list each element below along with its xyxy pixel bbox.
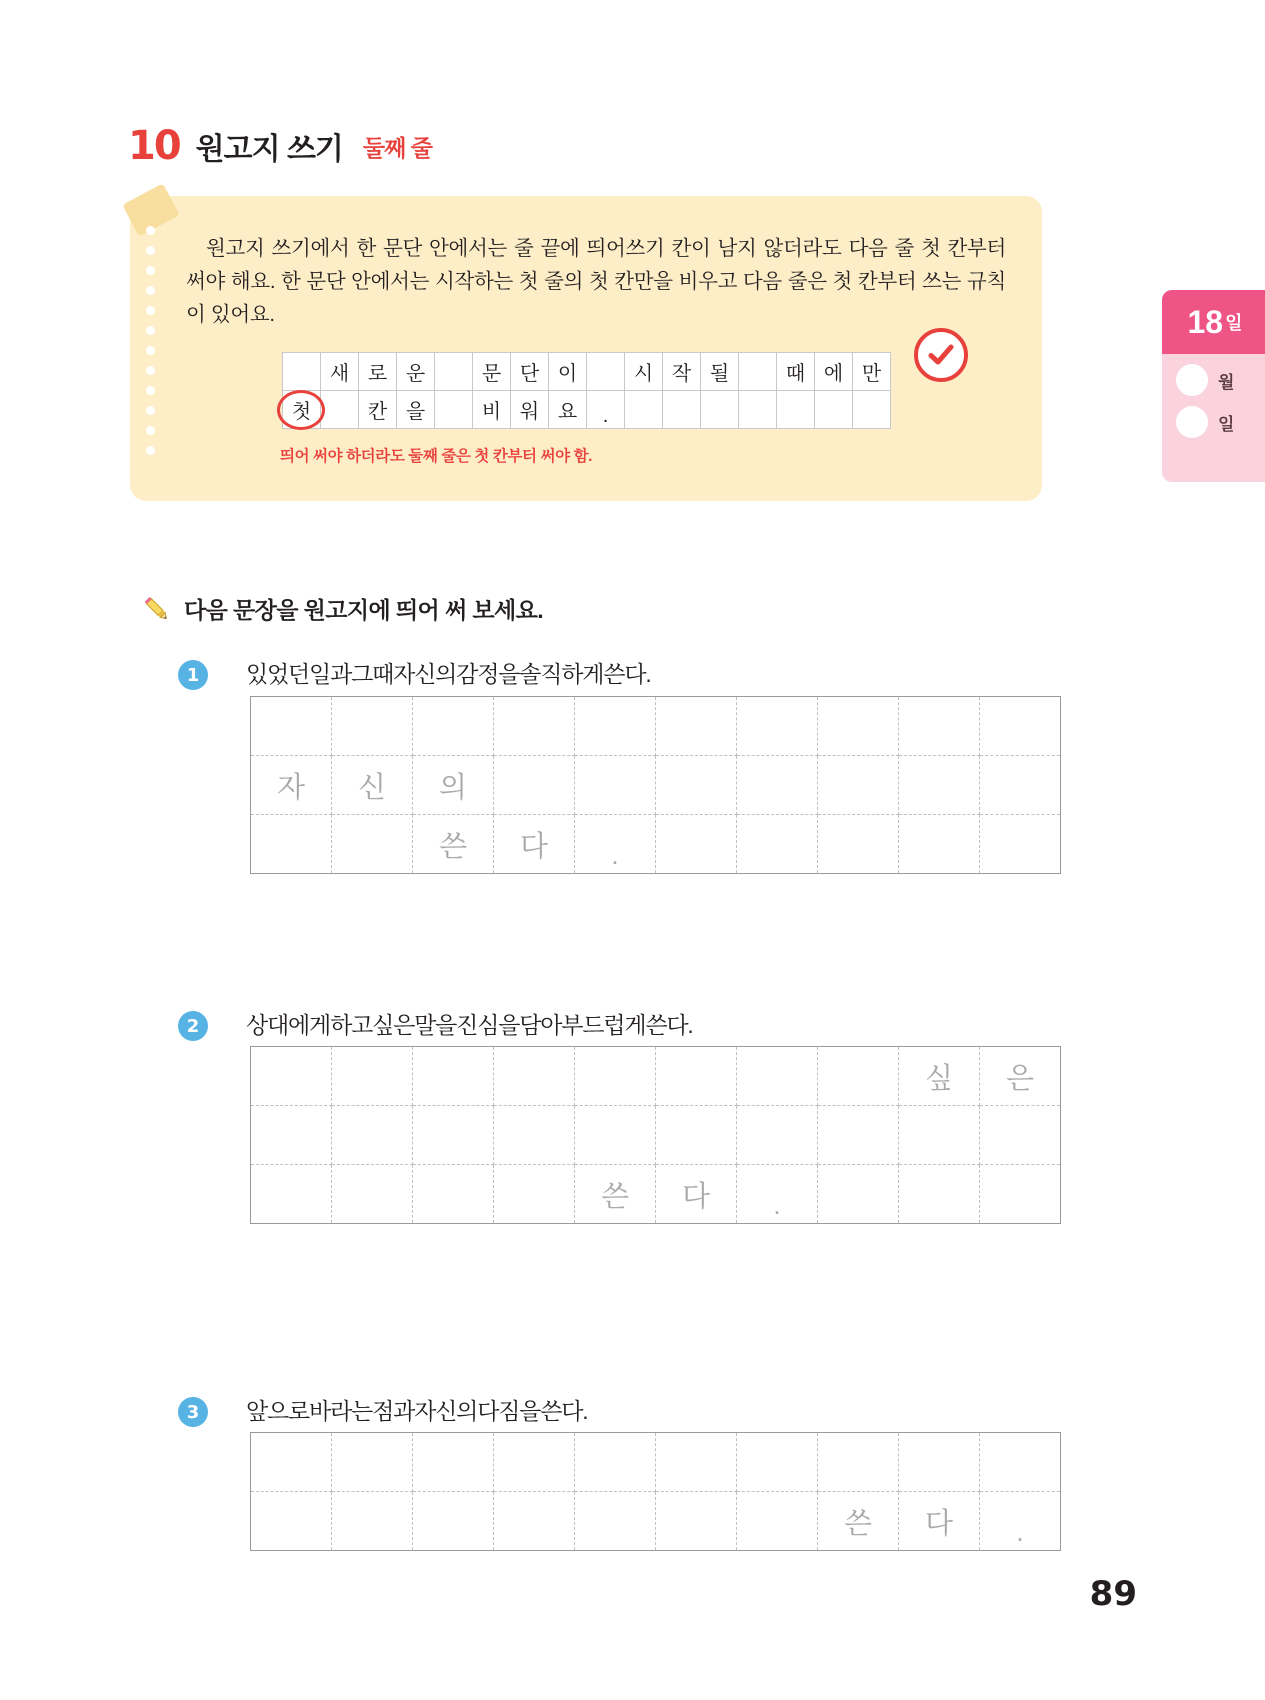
answer-cell[interactable] bbox=[818, 756, 899, 815]
answer-cell[interactable] bbox=[332, 1433, 413, 1492]
answer-cell[interactable] bbox=[980, 756, 1061, 815]
answer-grid-3[interactable] bbox=[250, 1432, 1061, 1551]
example-cell: 때 bbox=[777, 353, 815, 391]
dotted-line-decoration bbox=[146, 226, 156, 466]
example-cell bbox=[777, 391, 815, 429]
answer-cell[interactable]: 자 bbox=[251, 756, 332, 815]
example-cell: 될 bbox=[701, 353, 739, 391]
answer-cell[interactable] bbox=[656, 1106, 737, 1165]
answer-cell[interactable] bbox=[494, 756, 575, 815]
table-row[interactable] bbox=[251, 756, 1061, 815]
answer-cell[interactable] bbox=[494, 1106, 575, 1165]
example-cell: 에 bbox=[815, 353, 853, 391]
answer-cell[interactable] bbox=[575, 697, 656, 756]
day-tab-header bbox=[1162, 290, 1265, 354]
answer-cell[interactable] bbox=[737, 1106, 818, 1165]
example-cell bbox=[321, 391, 359, 429]
answer-cell[interactable] bbox=[737, 815, 818, 874]
answer-cell[interactable] bbox=[818, 1433, 899, 1492]
example-cell: 첫 bbox=[283, 391, 321, 429]
answer-cell[interactable] bbox=[494, 1492, 575, 1551]
example-grid-row bbox=[283, 391, 891, 429]
answer-cell[interactable] bbox=[818, 1106, 899, 1165]
answer-cell[interactable] bbox=[899, 756, 980, 815]
answer-cell[interactable] bbox=[737, 1047, 818, 1106]
answer-cell[interactable] bbox=[656, 1433, 737, 1492]
example-cell: 로 bbox=[359, 353, 397, 391]
check-icon bbox=[914, 328, 968, 382]
answer-cell[interactable]: 쓴 bbox=[413, 815, 494, 874]
date-input-bubble[interactable] bbox=[1176, 406, 1208, 438]
example-caption: 띄어 써야 하더라도 둘째 줄은 첫 칸부터 써야 함. bbox=[280, 448, 593, 465]
answer-cell[interactable] bbox=[332, 697, 413, 756]
day-tab bbox=[1162, 290, 1265, 482]
example-cell bbox=[815, 391, 853, 429]
answer-grid-2[interactable] bbox=[250, 1046, 1061, 1224]
answer-cell[interactable] bbox=[818, 1165, 899, 1224]
answer-cell[interactable] bbox=[980, 1165, 1061, 1224]
table-row[interactable] bbox=[251, 1492, 1061, 1551]
example-cell bbox=[435, 391, 473, 429]
answer-cell[interactable] bbox=[818, 697, 899, 756]
date-label: 일 bbox=[1218, 414, 1235, 434]
answer-cell[interactable] bbox=[899, 1106, 980, 1165]
answer-cell[interactable] bbox=[251, 1165, 332, 1224]
page-title: 원고지 쓰기 bbox=[195, 133, 343, 166]
answer-cell[interactable]: 싶 bbox=[899, 1047, 980, 1106]
answer-cell[interactable] bbox=[656, 756, 737, 815]
answer-cell[interactable] bbox=[980, 815, 1061, 874]
month-entry-row[interactable] bbox=[1162, 354, 1265, 396]
example-cell: 비 bbox=[473, 391, 511, 429]
month-input-bubble[interactable] bbox=[1176, 364, 1208, 396]
answer-cell[interactable] bbox=[251, 697, 332, 756]
info-paragraph bbox=[186, 232, 1006, 332]
answer-cell[interactable] bbox=[737, 697, 818, 756]
answer-cell[interactable] bbox=[656, 815, 737, 874]
answer-cell[interactable] bbox=[737, 1492, 818, 1551]
question-number-3: 3 bbox=[178, 1397, 208, 1427]
answer-cell[interactable] bbox=[494, 1165, 575, 1224]
answer-grid-table-3[interactable] bbox=[250, 1432, 1061, 1551]
question-prompt-1: 있었던일과그때자신의감정을솔직하게쓴다. bbox=[246, 661, 651, 687]
answer-cell[interactable] bbox=[980, 1433, 1061, 1492]
example-cell: 시 bbox=[625, 353, 663, 391]
answer-cell[interactable] bbox=[899, 1165, 980, 1224]
example-cell: . bbox=[587, 391, 625, 429]
answer-cell[interactable] bbox=[413, 1106, 494, 1165]
example-cell: 워 bbox=[511, 391, 549, 429]
answer-cell[interactable] bbox=[899, 815, 980, 874]
answer-cell[interactable] bbox=[980, 697, 1061, 756]
answer-cell[interactable] bbox=[899, 1433, 980, 1492]
answer-cell[interactable]: 다 bbox=[656, 1165, 737, 1224]
answer-cell[interactable] bbox=[332, 1165, 413, 1224]
example-cell: 새 bbox=[321, 353, 359, 391]
page-number: 89 bbox=[1089, 1574, 1137, 1614]
example-cell bbox=[435, 353, 473, 391]
example-grid-row bbox=[283, 353, 891, 391]
answer-cell[interactable] bbox=[251, 815, 332, 874]
example-cell bbox=[283, 353, 321, 391]
answer-cell[interactable]: . bbox=[980, 1492, 1061, 1551]
lesson-number: 10 bbox=[128, 123, 180, 169]
answer-cell[interactable]: 은 bbox=[980, 1047, 1061, 1106]
date-entry-row[interactable] bbox=[1162, 396, 1265, 438]
answer-grid-table-2[interactable] bbox=[250, 1046, 1061, 1224]
answer-cell[interactable]: . bbox=[737, 1165, 818, 1224]
info-box bbox=[130, 196, 1042, 501]
instruction-line bbox=[140, 592, 543, 625]
example-cell bbox=[739, 353, 777, 391]
answer-cell[interactable] bbox=[413, 1047, 494, 1106]
example-cell: 요 bbox=[549, 391, 587, 429]
question-prompt-2: 상대에게하고싶은말을진심을담아부드럽게쓴다. bbox=[246, 1012, 693, 1038]
answer-cell[interactable] bbox=[494, 697, 575, 756]
answer-cell[interactable] bbox=[980, 1106, 1061, 1165]
answer-cell[interactable] bbox=[413, 1492, 494, 1551]
answer-cell[interactable] bbox=[575, 1047, 656, 1106]
pencil-icon bbox=[140, 593, 172, 625]
table-row[interactable] bbox=[251, 1106, 1061, 1165]
answer-cell[interactable] bbox=[575, 1433, 656, 1492]
answer-cell[interactable] bbox=[737, 756, 818, 815]
table-row[interactable] bbox=[251, 697, 1061, 756]
example-cell: 칸 bbox=[359, 391, 397, 429]
answer-cell[interactable] bbox=[656, 697, 737, 756]
info-paragraph-text: 원고지 쓰기에서 한 문단 안에서는 줄 끝에 띄어쓰기 칸이 남지 않더라도 다음 줄 첫 칸부터 써야 해요. 한 문단 안에서는 시작하는 첫 줄의 첫 칸만을 비우고 다음 줄은 첫 칸부터 쓰는 규칙이 있어요. bbox=[186, 237, 1006, 327]
answer-cell[interactable] bbox=[332, 1106, 413, 1165]
answer-cell[interactable] bbox=[575, 756, 656, 815]
answer-cell[interactable] bbox=[494, 1433, 575, 1492]
question-number-2: 2 bbox=[178, 1011, 208, 1041]
answer-cell[interactable]: 의 bbox=[413, 756, 494, 815]
day-unit: 일 bbox=[1225, 313, 1243, 333]
example-cell: 이 bbox=[549, 353, 587, 391]
question-number-1: 1 bbox=[178, 660, 208, 690]
answer-cell[interactable] bbox=[332, 815, 413, 874]
answer-cell[interactable] bbox=[332, 1047, 413, 1106]
day-number: 18 bbox=[1187, 303, 1224, 340]
answer-cell[interactable]: 신 bbox=[332, 756, 413, 815]
answer-cell[interactable] bbox=[332, 1492, 413, 1551]
example-cell bbox=[663, 391, 701, 429]
answer-cell[interactable] bbox=[413, 1433, 494, 1492]
answer-grid-1[interactable] bbox=[250, 696, 1061, 874]
example-cell: 작 bbox=[663, 353, 701, 391]
example-cell: 만 bbox=[853, 353, 891, 391]
example-cell: 운 bbox=[397, 353, 435, 391]
table-row[interactable] bbox=[251, 1165, 1061, 1224]
answer-cell[interactable] bbox=[251, 1492, 332, 1551]
answer-cell[interactable]: 쓴 bbox=[818, 1492, 899, 1551]
example-cell bbox=[701, 391, 739, 429]
answer-cell[interactable] bbox=[656, 1492, 737, 1551]
answer-cell[interactable] bbox=[575, 1492, 656, 1551]
answer-cell[interactable]: . bbox=[575, 815, 656, 874]
example-cell: 문 bbox=[473, 353, 511, 391]
example-grid-table bbox=[282, 352, 891, 429]
answer-grid-table-1[interactable] bbox=[250, 696, 1061, 874]
table-row[interactable] bbox=[251, 815, 1061, 874]
answer-cell[interactable]: 쓴 bbox=[575, 1165, 656, 1224]
example-cell bbox=[739, 391, 777, 429]
example-cell bbox=[625, 391, 663, 429]
answer-cell[interactable] bbox=[413, 1165, 494, 1224]
answer-cell[interactable] bbox=[251, 1106, 332, 1165]
example-cell: 을 bbox=[397, 391, 435, 429]
answer-cell[interactable]: 다 bbox=[494, 815, 575, 874]
answer-cell[interactable] bbox=[818, 815, 899, 874]
answer-cell[interactable] bbox=[737, 1433, 818, 1492]
month-label: 월 bbox=[1218, 372, 1235, 392]
answer-cell[interactable] bbox=[899, 697, 980, 756]
example-cell bbox=[853, 391, 891, 429]
answer-cell[interactable] bbox=[251, 1047, 332, 1106]
question-prompt-3: 앞으로바라는점과자신의다짐을쓴다. bbox=[246, 1398, 588, 1424]
answer-cell[interactable] bbox=[818, 1047, 899, 1106]
answer-cell[interactable] bbox=[494, 1047, 575, 1106]
example-cell bbox=[587, 353, 625, 391]
answer-cell[interactable] bbox=[656, 1047, 737, 1106]
table-row[interactable] bbox=[251, 1047, 1061, 1106]
example-cell: 단 bbox=[511, 353, 549, 391]
page-header bbox=[128, 124, 432, 168]
answer-cell[interactable] bbox=[413, 697, 494, 756]
answer-cell[interactable]: 다 bbox=[899, 1492, 980, 1551]
table-row[interactable] bbox=[251, 1433, 1061, 1492]
page-subtitle: 둘째 줄 bbox=[362, 134, 432, 161]
answer-cell[interactable] bbox=[251, 1433, 332, 1492]
example-manuscript-grid bbox=[282, 352, 891, 429]
instruction-text: 다음 문장을 원고지에 띄어 써 보세요. bbox=[184, 597, 544, 623]
answer-cell[interactable] bbox=[575, 1106, 656, 1165]
